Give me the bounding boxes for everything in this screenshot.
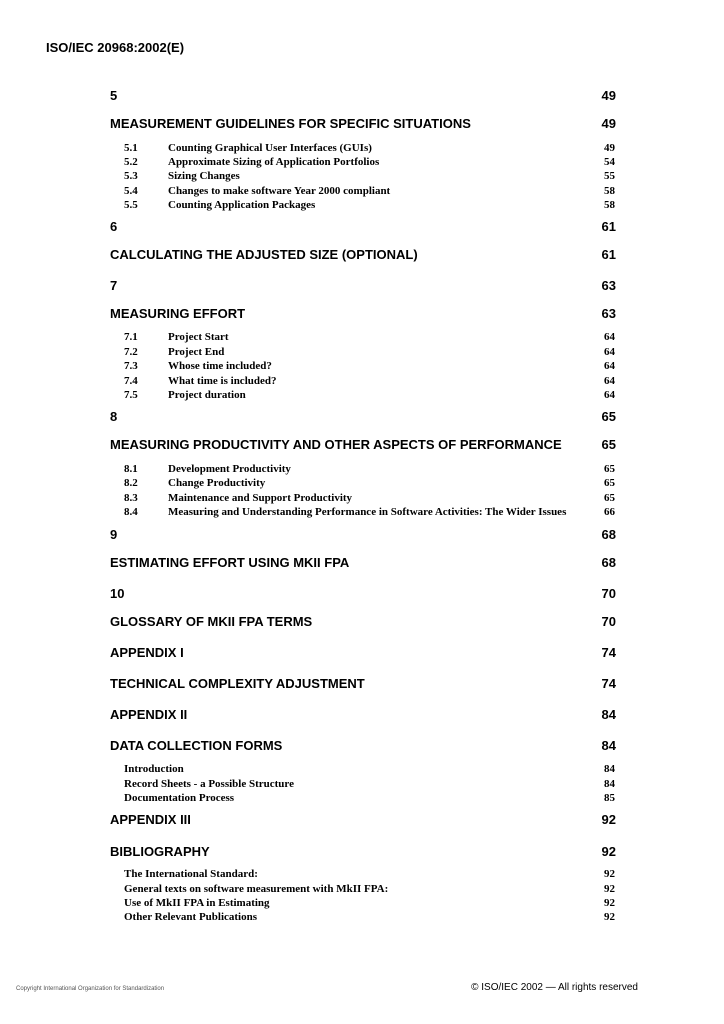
toc-page-number: 84 xyxy=(601,707,616,722)
toc-page-number: 68 xyxy=(601,555,616,570)
toc-page-number: 85 xyxy=(604,792,615,804)
toc-page-number: 49 xyxy=(604,142,615,154)
toc-subsection-number: 7.2 xyxy=(124,346,138,358)
toc-page-number: 92 xyxy=(604,911,615,923)
toc-page-number: 65 xyxy=(601,437,616,452)
toc-subsection-number: 5.1 xyxy=(124,142,138,154)
toc-subsection-number: 5.4 xyxy=(124,185,138,197)
toc-subsection-title: What time is included? xyxy=(168,375,277,387)
toc-subsection-title: Introduction xyxy=(124,763,184,775)
toc-chapter-number-text: 6 xyxy=(110,219,118,234)
toc-subsection-number: 7.4 xyxy=(124,375,138,387)
toc-subsection-title: Counting Application Packages xyxy=(168,199,316,211)
toc-appendix-number[interactable] xyxy=(110,645,616,661)
toc-chapter-number-text: 5 xyxy=(110,88,118,103)
toc-chapter-title-text: GLOSSARY OF MKII FPA TERMS xyxy=(110,614,313,629)
copyright-notice: Copyright International Organization for Standardization xyxy=(16,986,165,992)
toc-page-number: 49 xyxy=(601,88,616,103)
toc-chapter-number-text: 9 xyxy=(110,527,118,542)
toc-subsection-title: Documentation Process xyxy=(124,792,235,804)
document-header: ISO/IEC 20968:2002(E) xyxy=(46,40,185,55)
toc-subsection-title: Use of MkII FPA in Estimating xyxy=(124,897,270,909)
toc-chapter-number[interactable] xyxy=(110,278,616,294)
toc-page-number: 65 xyxy=(604,463,615,475)
toc-page-number: 63 xyxy=(601,306,616,321)
toc-appendix-title-text: BIBLIOGRAPHY xyxy=(110,844,210,859)
toc-subsection-number: 5.2 xyxy=(124,156,138,168)
toc-page-number: 74 xyxy=(601,645,616,660)
toc-page-number: 64 xyxy=(604,346,615,358)
toc-page-number: 84 xyxy=(601,738,616,753)
toc-page-number: 65 xyxy=(604,477,615,489)
toc-subsection-number: 5.5 xyxy=(124,199,138,211)
toc-page-number: 61 xyxy=(601,247,616,262)
toc-chapter-number-text: 10 xyxy=(110,586,125,601)
toc-page-number: 84 xyxy=(604,763,615,775)
toc-chapter-number[interactable] xyxy=(110,586,616,602)
toc-page-number: 74 xyxy=(601,676,616,691)
toc-page-number: 64 xyxy=(604,389,615,401)
toc-page-number: 58 xyxy=(604,185,615,197)
toc-chapter-number[interactable] xyxy=(110,219,616,235)
toc-page-number: 49 xyxy=(601,116,616,131)
toc-page-number: 92 xyxy=(601,844,616,859)
toc-chapter-title[interactable] xyxy=(110,306,616,322)
toc-subsection-title: The International Standard: xyxy=(124,868,258,880)
toc-page-number: 64 xyxy=(604,331,615,343)
toc-subsection-title: Approximate Sizing of Application Portfolios xyxy=(168,156,380,168)
toc-appendix-title[interactable] xyxy=(110,738,616,754)
toc-page-number: 58 xyxy=(604,199,615,211)
toc-subsection-number: 8.3 xyxy=(124,492,138,504)
toc-subsection-title: Change Productivity xyxy=(168,477,266,489)
toc-appendix-number-text: APPENDIX III xyxy=(110,812,191,827)
toc-page-number: 84 xyxy=(604,778,615,790)
toc-subsection-title: Measuring and Understanding Performance in Software Activities: The Wider Issues xyxy=(168,506,567,518)
toc-page-number: 55 xyxy=(604,170,615,182)
toc-subsection-title: Project End xyxy=(168,346,225,358)
toc-subsection-number: 7.1 xyxy=(124,331,138,343)
toc-page-number: 65 xyxy=(604,492,615,504)
toc-subsection-number: 7.5 xyxy=(124,389,138,401)
toc-page-number: 54 xyxy=(604,156,615,168)
toc-page-number: 92 xyxy=(604,868,615,880)
toc-appendix-title[interactable] xyxy=(110,676,616,692)
toc-page-number: 92 xyxy=(604,897,615,909)
toc-chapter-number[interactable] xyxy=(110,409,616,425)
toc-subsection-number: 8.1 xyxy=(124,463,138,475)
toc-subsection-title: Sizing Changes xyxy=(168,170,240,182)
toc-page-number: 68 xyxy=(601,527,616,542)
toc-page-number: 66 xyxy=(604,506,615,518)
toc-appendix-number[interactable] xyxy=(110,707,616,723)
toc-chapter-number-text: 7 xyxy=(110,278,118,293)
toc-appendix-number[interactable] xyxy=(110,812,616,828)
toc-subsection-title: Other Relevant Publications xyxy=(124,911,258,923)
footer-rights: © ISO/IEC 2002 — All rights reserved xyxy=(471,982,638,993)
toc-appendix-number-text: APPENDIX I xyxy=(110,645,184,660)
toc-page-number: 92 xyxy=(604,883,615,895)
toc-subsection-title: Changes to make software Year 2000 compliant xyxy=(168,185,391,197)
toc-subsection-number: 8.2 xyxy=(124,477,138,489)
toc-page-number: 64 xyxy=(604,375,615,387)
toc-appendix-title-text: TECHNICAL COMPLEXITY ADJUSTMENT xyxy=(110,676,365,691)
toc-chapter-title-text: CALCULATING THE ADJUSTED SIZE (OPTIONAL) xyxy=(110,247,418,262)
toc-subsection-title: Development Productivity xyxy=(168,463,291,475)
toc-chapter-title[interactable] xyxy=(110,614,616,630)
toc-subsection-title: General texts on software measurement with MkII FPA: xyxy=(124,883,389,895)
toc-subsection-number: 5.3 xyxy=(124,170,138,182)
toc-chapter-number[interactable] xyxy=(110,527,616,543)
toc-chapter-number-text: 8 xyxy=(110,409,118,424)
toc-page-number: 63 xyxy=(601,278,616,293)
toc-subsection-title: Project Start xyxy=(168,331,229,343)
toc-page-number: 64 xyxy=(604,360,615,372)
toc-chapter-title-text: MEASUREMENT GUIDELINES FOR SPECIFIC SITUATIONS xyxy=(110,116,471,131)
toc-chapter-title[interactable] xyxy=(110,247,616,263)
toc-page-number: 70 xyxy=(601,614,616,629)
toc-chapter-title-text: MEASURING EFFORT xyxy=(110,306,246,321)
toc-page-number: 92 xyxy=(601,812,616,827)
toc-appendix-title[interactable] xyxy=(110,844,616,860)
toc-subsection-title: Record Sheets - a Possible Structure xyxy=(124,778,294,790)
toc-appendix-number-text: APPENDIX II xyxy=(110,707,188,722)
toc-chapter-title-text: ESTIMATING EFFORT USING MKII FPA xyxy=(110,555,350,570)
toc-page-number: 61 xyxy=(601,219,616,234)
toc-chapter-title[interactable] xyxy=(110,437,616,453)
toc-subsection-number: 7.3 xyxy=(124,360,138,372)
toc-chapter-title-text: MEASURING PRODUCTIVITY AND OTHER ASPECTS OF PERFORMANCE xyxy=(110,437,562,452)
toc-subsection-title: Whose time included? xyxy=(168,360,272,372)
toc-subsection-title: Maintenance and Support Productivity xyxy=(168,492,353,504)
toc-chapter-title[interactable] xyxy=(110,555,616,571)
toc-chapter-title[interactable] xyxy=(110,116,616,132)
toc-subsection-title: Counting Graphical User Interfaces (GUIs) xyxy=(168,142,372,154)
toc-subsection-title: Project duration xyxy=(168,389,246,401)
toc-page-number: 65 xyxy=(601,409,616,424)
toc-subsection-number: 8.4 xyxy=(124,506,138,518)
toc-appendix-title-text: DATA COLLECTION FORMS xyxy=(110,738,283,753)
toc-chapter-number[interactable] xyxy=(110,88,616,104)
toc-page-number: 70 xyxy=(601,586,616,601)
